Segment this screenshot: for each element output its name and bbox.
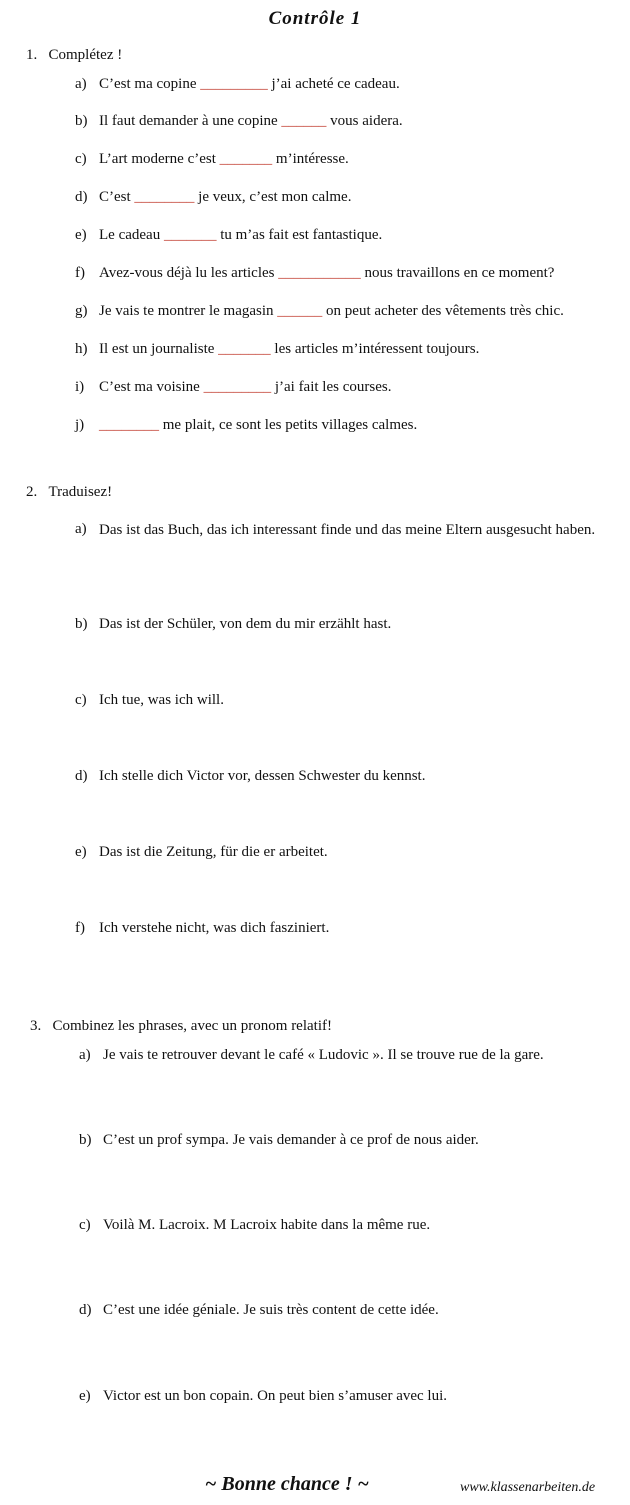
list-item: a) Das ist das Buch, das ich interessant finde und das meine Eltern ausgesucht haben. xyxy=(75,521,596,538)
list-item: c) Ich tue, was ich will. xyxy=(75,692,224,708)
list-item: d) Ich stelle dich Victor vor, dessen Schwester du kennst. xyxy=(75,768,426,784)
list-item: b) Il faut demander à une copine ______ vous aidera. xyxy=(75,113,403,129)
fill-blank: ______ xyxy=(277,303,323,319)
section-title: Complétez ! xyxy=(48,47,123,63)
fill-blank: _______ xyxy=(218,341,271,357)
list-item: h) Il est un journaliste _______ les articles m’intéressent toujours. xyxy=(75,341,480,357)
website-watermark: www.klassenarbeiten.de xyxy=(460,1480,596,1495)
fill-blank: ______ xyxy=(281,113,327,129)
list-item: c) Voilà M. Lacroix. M Lacroix habite dans la même rue. xyxy=(79,1217,431,1233)
section-number: 3. xyxy=(30,1018,42,1034)
list-item: d) C’est ________ je veux, c’est mon calme. xyxy=(75,189,352,205)
section-number: 1. xyxy=(26,47,38,63)
section-1-heading xyxy=(26,47,122,64)
list-item: i) C’est ma voisine _________ j’ai fait les courses. xyxy=(75,379,392,395)
fill-blank: _______ xyxy=(163,227,217,243)
list-item: b) C’est un prof sympa. Je vais demander à ce prof de nous aider. xyxy=(79,1132,479,1148)
list-item: a) Je vais te retrouver devant le café « Ludovic ». Il se trouve rue de la gare. xyxy=(79,1047,544,1063)
fill-blank: ________ xyxy=(99,417,159,433)
list-item: d) C’est une idée géniale. Je suis très content de cette idée. xyxy=(79,1302,439,1318)
list-item: g) Je vais te montrer le magasin ______ on peut acheter des vêtements très chic. xyxy=(75,303,564,319)
list-item: f) Ich verstehe nicht, was dich fasziniert. xyxy=(75,920,330,936)
list-item: a) C’est ma copine _________ j’ai acheté ce cadeau. xyxy=(75,76,400,92)
section-title: Traduisez! xyxy=(48,484,113,500)
list-item: b) Das ist der Schüler, von dem du mir erzählt hast. xyxy=(75,616,392,632)
list-item: e) Victor est un bon copain. On peut bien s’amuser avec lui. xyxy=(79,1388,448,1404)
section-number: 2. xyxy=(26,484,38,500)
closing-message: ~ Bonne chance ! ~ xyxy=(205,1473,369,1495)
section-3-heading xyxy=(30,1018,332,1035)
fill-blank: ________ xyxy=(134,189,195,205)
list-item: j) ________ me plait, ce sont les petits villages calmes. xyxy=(75,417,418,433)
section-2-heading xyxy=(26,484,112,501)
list-item: f) Avez-vous déjà lu les articles ___________ nous travaillons en ce moment? xyxy=(75,265,555,281)
fill-blank: ___________ xyxy=(278,265,361,281)
page-title: Contrôle 1 xyxy=(268,8,362,29)
fill-blank: _________ xyxy=(203,379,272,395)
fill-blank: _________ xyxy=(200,76,268,92)
list-item: e) Das ist die Zeitung, für die er arbeitet. xyxy=(75,844,328,860)
section-title: Combinez les phrases, avec un pronom relatif! xyxy=(52,1018,332,1034)
fill-blank: _______ xyxy=(219,151,273,167)
list-item: e) Le cadeau _______ tu m’as fait est fantastique. xyxy=(75,227,383,243)
list-item: c) L’art moderne c’est _______ m’intéresse. xyxy=(75,151,349,167)
